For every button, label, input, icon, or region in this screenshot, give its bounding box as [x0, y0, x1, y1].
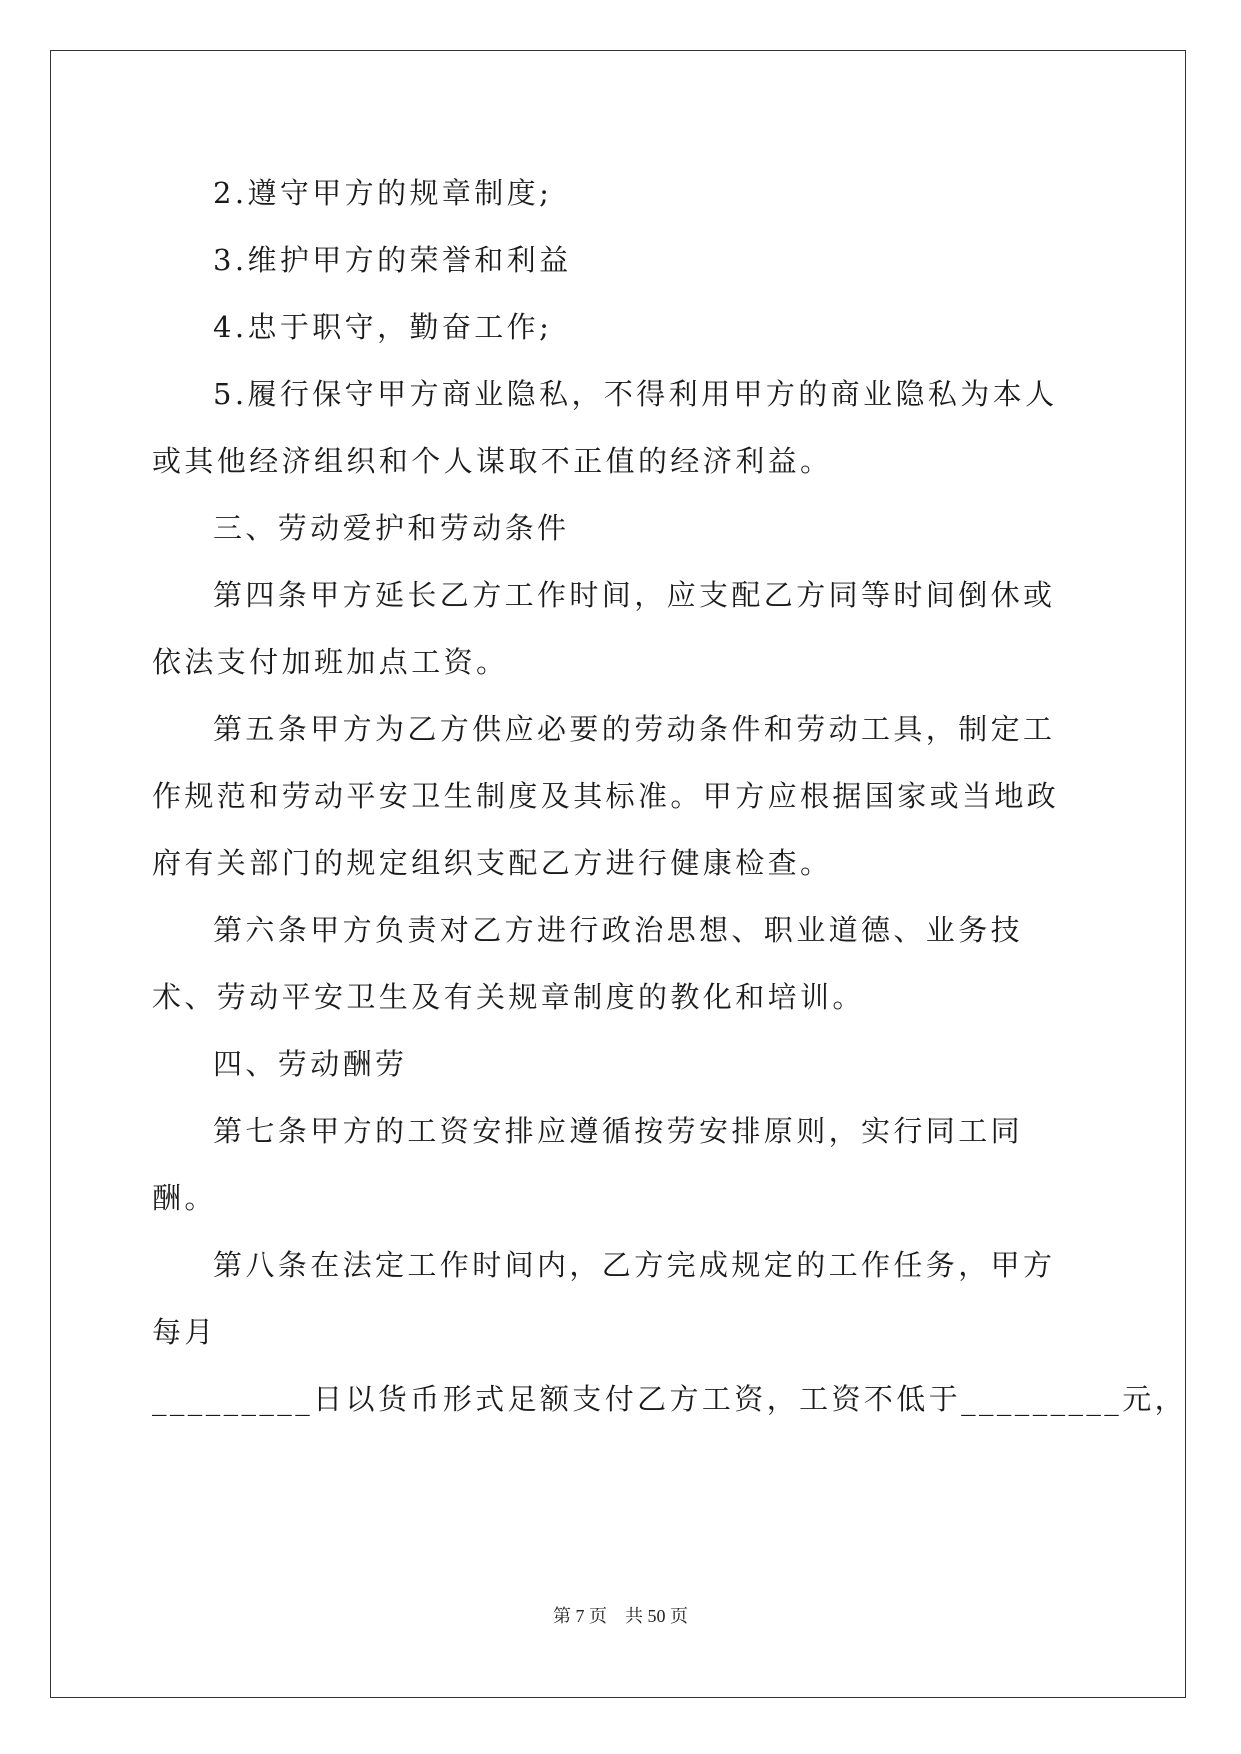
- article-8-continuation: _________日以货币形式足额支付乙方工资，工资不低于_________元，: [152, 1382, 1188, 1416]
- article-5: 第五条甲方为乙方供应必要的劳动条件和劳动工具，制定工作规范和劳动平安卫生制度及其标准。甲方应根据国家或当地政府有关部门的规定组织支配乙方进行健康检查。: [152, 712, 1060, 880]
- paragraph-1: 2.遵守甲方的规章制度;: [213, 176, 553, 210]
- paragraph-2: 3.维护甲方的荣誉和利益: [213, 243, 572, 277]
- paragraph-3: 4.忠于职守，勤奋工作;: [213, 310, 553, 344]
- article-7: 第七条甲方的工资安排应遵循按劳安排原则，实行同工同酬。: [152, 1114, 1024, 1215]
- page-total: 共 50 页: [625, 1606, 688, 1626]
- document-body: [152, 160, 1188, 1433]
- page-number: 第 7 页: [553, 1606, 607, 1626]
- article-6: 第六条甲方负责对乙方进行政治思想、职业道德、业务技术、劳动平安卫生及有关规章制度的教化和培训。: [152, 913, 1024, 1014]
- article-8: 第八条在法定工作时间内，乙方完成规定的工作任务，甲方每月: [152, 1248, 1056, 1349]
- page-footer: [0, 1602, 1241, 1628]
- section-heading-3: 三、劳动爱护和劳动条件: [213, 511, 570, 545]
- paragraph-4: 5.履行保守甲方商业隐私，不得利用甲方的商业隐私为本人或其他经济组织和个人谋取不正值的经济利益。: [152, 377, 1058, 478]
- section-heading-4: 四、劳动酬劳: [213, 1047, 408, 1081]
- article-4: 第四条甲方延长乙方工作时间，应支配乙方同等时间倒休或依法支付加班加点工资。: [152, 578, 1056, 679]
